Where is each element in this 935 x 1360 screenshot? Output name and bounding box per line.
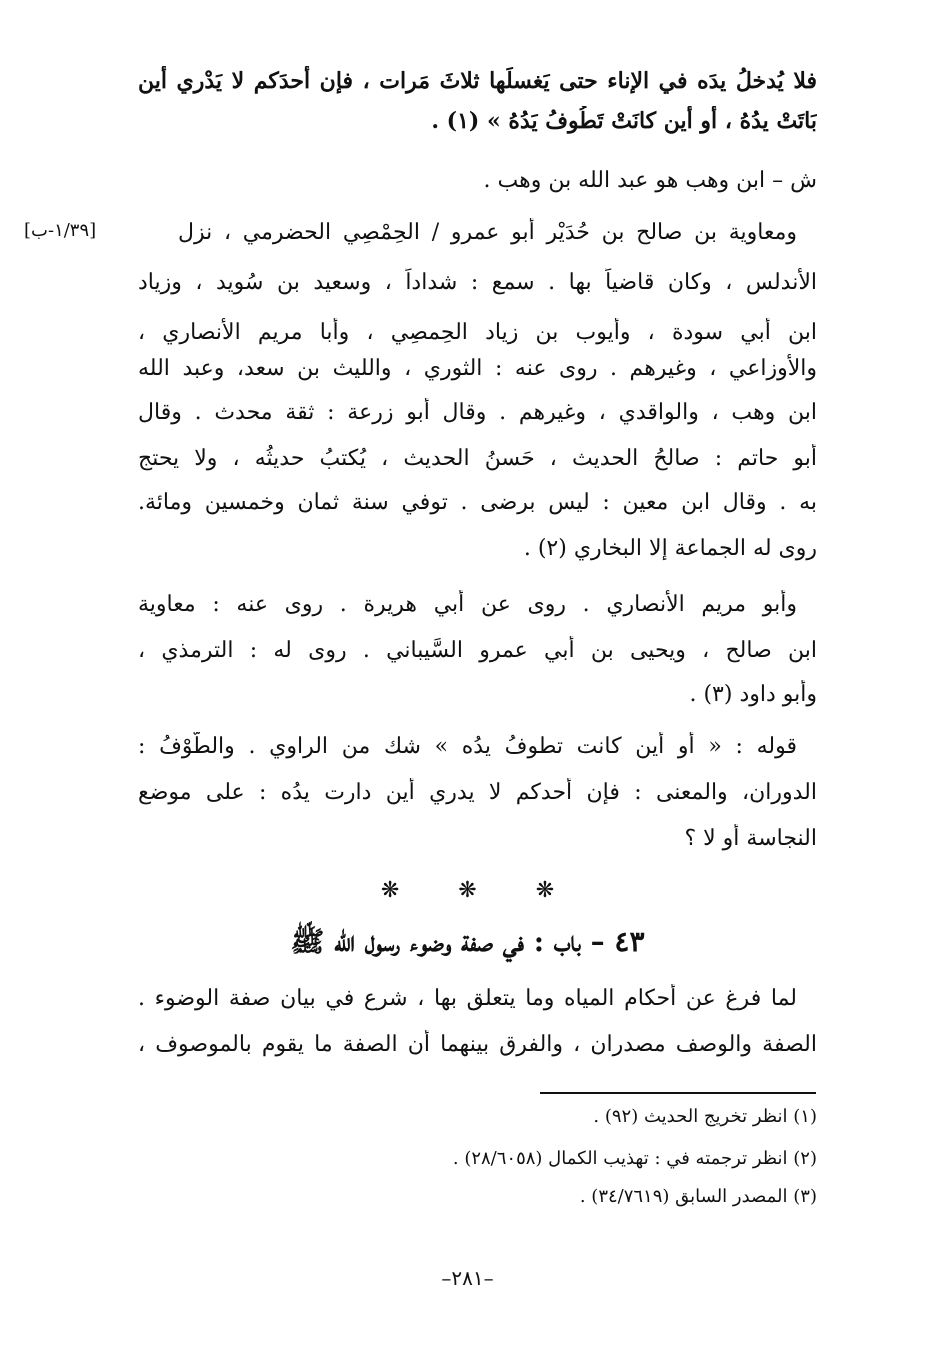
paragraph-line-7: به . وقال ابن معين : ليس برضى . توفي سنة ثمان وخمسين ومائة. — [138, 490, 817, 515]
explanation-line-1: قوله : « أو أين كانت تطوفُ يدُه » شك من الراوي . والطَّوْفُ : — [138, 734, 797, 759]
explanation-line-2: الدوران، والمعنى : فإن أحدكم لا يدري أين دارت يدُه : على موضع — [138, 780, 817, 805]
footnote-2: (٢) انظر ترجمته في : تهذيب الكمال (٢٨/٦٠٥٨) . — [452, 1148, 817, 1169]
star-ornament-icon: ❋ — [535, 878, 555, 903]
paragraph-line-5: ابن وهب ، والواقدي ، وغيرهم . وقال أبو زرعة : ثقة محدث . وقال — [138, 400, 817, 425]
paragraph-line-4: والأوزاعي ، وغيرهم . روى عنه : الثوري ، والليث بن سعد، وعبد الله — [138, 356, 817, 381]
narrator-line-2: ابن صالح ، ويحيى بن أبي عمرو السَّيباني . روى له : الترمذي ، — [138, 638, 817, 663]
commentary-intro: ش – ابن وهب هو عبد الله بن وهب . — [483, 168, 817, 193]
section-separator — [0, 878, 935, 903]
narrator-line-3: وأبو داود (٣) . — [689, 682, 817, 707]
footnote-divider — [540, 1092, 816, 1094]
paragraph-line-1: ومعاوية بن صالح بن حُدَيْر أبو عمرو / الحِمْصِي الحضرمي ، نزل — [178, 220, 797, 245]
narrator-line-1: وأبو مريم الأنصاري . روى عن أبي هريرة . روى عنه : معاوية — [138, 592, 797, 617]
paragraph-line-8: روى له الجماعة إلا البخاري (٢) . — [523, 536, 817, 561]
chapter-line-1: لما فرغ عن أحكام المياه وما يتعلق بها ، شرع في بيان صفة الوضوء . — [138, 986, 797, 1011]
manuscript-folio-note: [١/٣٩-ب] — [24, 220, 97, 241]
page-number: –٢٨١– — [441, 1266, 494, 1290]
paragraph-line-3: ابن أبي سودة ، وأيوب بن زياد الحِمصِي ، وأبا مريم الأنصاري ، — [138, 320, 817, 345]
hadith-line-1: فلا يُدخلُ يدَه في الإناء حتى يَغسلَها ثلاثَ مَرات ، فإن أَحدَكم لا يَدْري أين — [138, 68, 817, 94]
paragraph-line-2: الأندلس ، وكان قاضياً بها . سمع : شداداً ، وسعيد بن سُويد ، وزياد — [138, 270, 817, 295]
paragraph-line-6: أبو حاتم : صالحُ الحديث ، حَسنُ الحديث ، يُكتبُ حديثُه ، ولا يحتج — [138, 446, 817, 471]
explanation-line-3: النجاسة أو لا ؟ — [684, 826, 817, 851]
footnote-1: (١) انظر تخريج الحديث (٩٢) . — [593, 1106, 817, 1127]
chapter-heading: ٤٣ – باب : في صفة وضوء رسول الله ﷺ — [290, 925, 645, 958]
star-ornament-icon: ❋ — [380, 878, 400, 903]
footnote-3: (٣) المصدر السابق (٣٤/٧٦١٩) . — [579, 1186, 817, 1207]
chapter-line-2: الصفة والوصف مصدران ، والفرق بينهما أن الصفة ما يقوم بالموصوف ، — [138, 1032, 817, 1057]
hadith-line-2: بَاتَتْ يدُهُ ، أو أين كانَتْ تَطُوفُ يَدُهُ » (١) . — [431, 108, 817, 134]
star-ornament-icon: ❋ — [458, 878, 477, 903]
